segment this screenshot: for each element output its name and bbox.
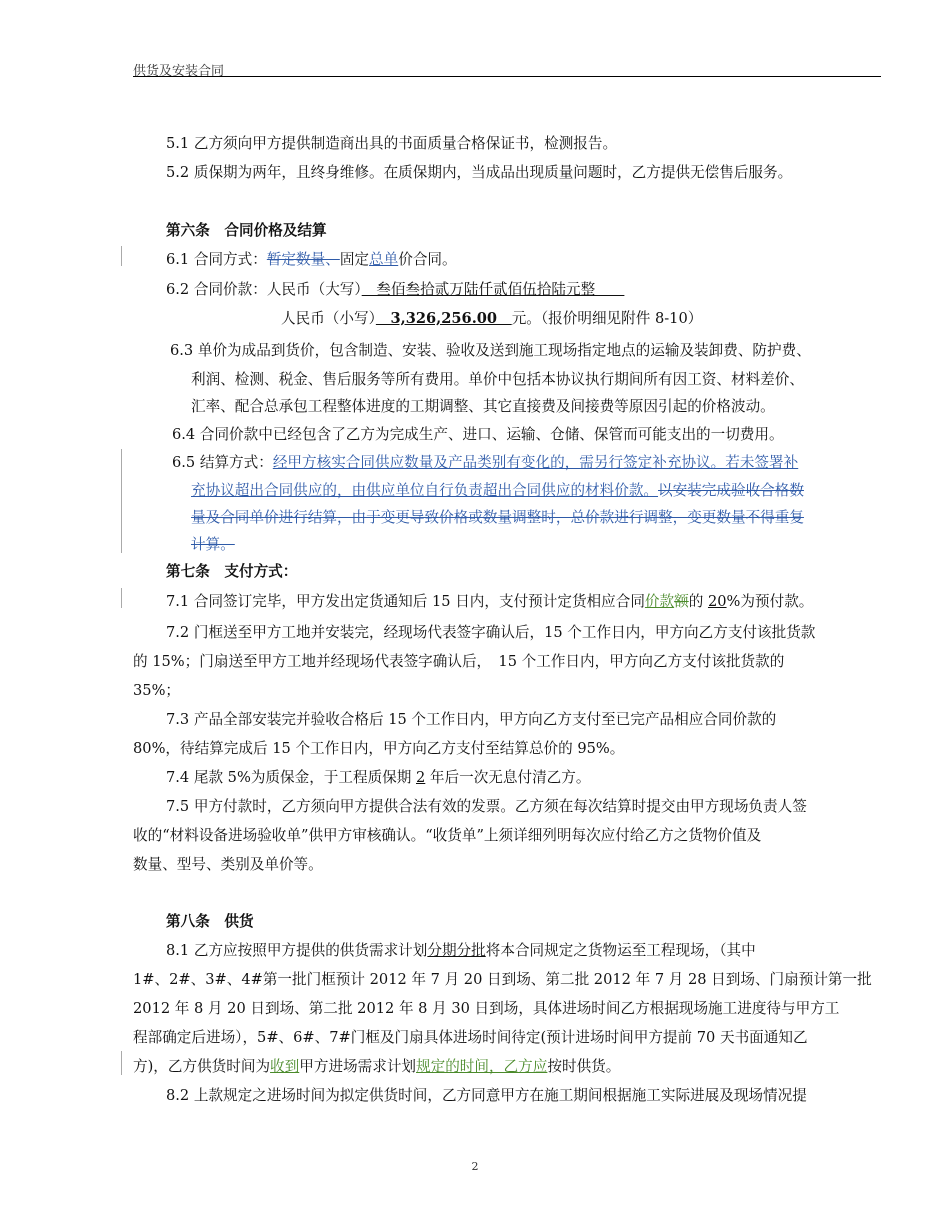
clause-7-3-line-1: 7.3 产品全部安装完并验收合格后 15 个工作日内，甲方向乙方支付至已完产品相应合同价款的 bbox=[166, 711, 777, 728]
page-number: 2 bbox=[471, 1160, 479, 1173]
revision-bar bbox=[121, 1051, 122, 1075]
clause-8-1-line-2: 1#、2#、3#、4#第一批门框预计 2012 年 7 月 20 日到场、第二批 2012 年 7 月 28 日到场、门扇预计第一批 bbox=[133, 971, 872, 988]
clause-7-5-line-1: 7.5 甲方付款时，乙方须向甲方提供合法有效的发票。乙方须在每次结算时提交由甲方现场负责人签 bbox=[166, 798, 807, 815]
clause-6-3-line-2: 利润、检测、税金、售后服务等所有费用。单价中包括本协议执行期间所有因工资、材料差价、 bbox=[191, 371, 804, 388]
inserted-text: 价款 bbox=[644, 593, 675, 610]
revision-bar bbox=[121, 588, 122, 608]
price-in-figures: 3,326,256.00 bbox=[375, 310, 512, 327]
clause-7-5-line-3: 数量、型号、类别及单价等。 bbox=[133, 856, 323, 873]
clause-7-1 bbox=[166, 592, 813, 612]
clause-6-3-line-1: 6.3 单价为成品到货价，包含制造、安装、验收及送到施工现场指定地点的运输及装卸费、防护费、 bbox=[170, 342, 811, 359]
text-run: 固定 bbox=[339, 251, 370, 268]
clause-6-3-line-3: 汇率、配合总承包工程整体进度的工期调整、其它直接费及间接费等原因引起的价格波动。 bbox=[191, 398, 775, 415]
prepay-percent: 20 bbox=[707, 593, 727, 610]
revision-bar bbox=[121, 246, 122, 266]
underlined-text: 分期分批 bbox=[427, 942, 486, 959]
text-run: 7.4 尾款 5%为质保金，于工程质保期 bbox=[166, 769, 416, 786]
inserted-text: 收到 bbox=[270, 1058, 300, 1075]
clause-7-2-line-1: 7.2 门框送至甲方工地并安装完，经现场代表签字确认后，15 个工作日内，甲方向乙方支付该批货款 bbox=[166, 624, 816, 641]
text-run: 6.5 结算方式： bbox=[172, 454, 273, 471]
clause-6-5-line-1 bbox=[172, 453, 798, 473]
running-header: 供货及安装合同 bbox=[133, 64, 225, 79]
text-run: 年后一次无息付清乙方。 bbox=[425, 769, 591, 786]
text-run: 8.1 乙方应按照甲方提供的供货需求计划 bbox=[166, 942, 428, 959]
inserted-text: 规定的时间，乙方应 bbox=[416, 1058, 548, 1075]
text-run: 的 bbox=[688, 593, 708, 610]
clause-8-1-line-3: 2012 年 8 月 20 日到场、第二批 2012 年 8 月 30 日到场，具体进场时间乙方根据现场施工进度待与甲方工 bbox=[133, 1000, 840, 1017]
clause-8-1-line-5 bbox=[133, 1057, 620, 1077]
price-in-words: 叁佰叁拾贰万陆仟贰佰伍拾陆元整 bbox=[361, 281, 625, 298]
text-run: 方)，乙方供货时间为 bbox=[133, 1058, 271, 1075]
revision-bar bbox=[121, 449, 122, 553]
clause-6-1 bbox=[166, 250, 457, 270]
text-run: 按时供货。 bbox=[547, 1058, 621, 1075]
text-run: 人民币（小写） bbox=[281, 310, 376, 327]
deleted-text: 暂定数量、 bbox=[266, 251, 340, 268]
clause-5-2: 5.2 质保期为两年，且终身维修。在质保期内，当成品出现质量问题时，乙方提供无偿售后服务。 bbox=[166, 164, 793, 181]
text-run: %为预付款。 bbox=[726, 593, 814, 610]
clause-6-4: 6.4 合同价款中已经包含了乙方为完成生产、进口、运输、仓储、保管而可能支出的一切费用。 bbox=[172, 426, 784, 443]
deleted-text: 以安装完成验收合格数 bbox=[658, 482, 804, 499]
text-run: 元。（报价明细见附件 8-10） bbox=[511, 310, 703, 327]
inserted-text: 充协议超出合同供应的，由供应单位自行负责超出合同供应的材料价款。 bbox=[191, 482, 659, 499]
header-rule bbox=[133, 76, 881, 77]
clause-7-4 bbox=[166, 768, 590, 788]
clause-6-2-numeric bbox=[281, 309, 702, 329]
clause-7-2-line-2: 的 15%；门扇送至甲方工地并经现场代表签字确认后， 15 个工作日内，甲方向乙方支付该批货款的 bbox=[133, 653, 785, 670]
text-run: 甲方进场需求计划 bbox=[299, 1058, 417, 1075]
clause-6-5-line-4 bbox=[191, 535, 235, 555]
warranty-years: 2 bbox=[416, 769, 426, 786]
article-8-heading: 第八条 供货 bbox=[166, 913, 254, 930]
deleted-text: 量及合同单价进行结算，由于变更导致价格或数量调整时，总价款进行调整，变更数量不得重复 bbox=[191, 509, 804, 526]
text-run: 6.2 合同价款：人民币（大写） bbox=[166, 281, 362, 298]
article-7-heading: 第七条 支付方式： bbox=[166, 563, 298, 580]
clause-5-1: 5.1 乙方须向甲方提供制造商出具的书面质量合格保证书，检测报告。 bbox=[166, 135, 618, 152]
text-run: 价合同。 bbox=[398, 251, 457, 268]
deleted-text: 额 bbox=[674, 593, 689, 610]
clause-7-3-line-2: 80%，待结算完成后 15 个工作日内，甲方向乙方支付至结算总价的 95%。 bbox=[133, 740, 625, 757]
clause-6-2 bbox=[166, 280, 624, 300]
clause-7-5-line-2: 收的“材料设备进场验收单”供甲方审核确认。“收货单”上须详细列明每次应付给乙方之货物价值及 bbox=[133, 827, 762, 844]
clause-8-1-line-1 bbox=[166, 941, 756, 961]
deleted-text: 计算。 bbox=[191, 536, 235, 553]
inserted-text: 总单 bbox=[369, 251, 399, 268]
clause-6-5-line-2 bbox=[191, 481, 804, 501]
clause-8-2: 8.2 上款规定之进场时间为拟定供货时间，乙方同意甲方在施工期间根据施工实际进展及现场情况提 bbox=[166, 1087, 807, 1104]
clause-6-5-line-3 bbox=[191, 508, 804, 528]
clause-7-2-line-3: 35%； bbox=[133, 682, 181, 699]
inserted-text: 经甲方核实合同供应数量及产品类别有变化的，需另行签定补充协议。若未签署补 bbox=[272, 454, 799, 471]
text-run: 6.1 合同方式： bbox=[166, 251, 267, 268]
text-run: 将本合同规定之货物运至工程现场，（其中 bbox=[485, 942, 756, 959]
text-run: 7.1 合同签订完毕，甲方发出定货通知后 15 日内，支付预计定货相应合同 bbox=[166, 593, 645, 610]
article-6-heading: 第六条 合同价格及结算 bbox=[166, 222, 327, 239]
clause-8-1-line-4: 程部确定后进场），5#、6#、7#门框及门扇具体进场时间待定(预计进场时间甲方提前 70 天书面通知乙 bbox=[133, 1029, 808, 1046]
